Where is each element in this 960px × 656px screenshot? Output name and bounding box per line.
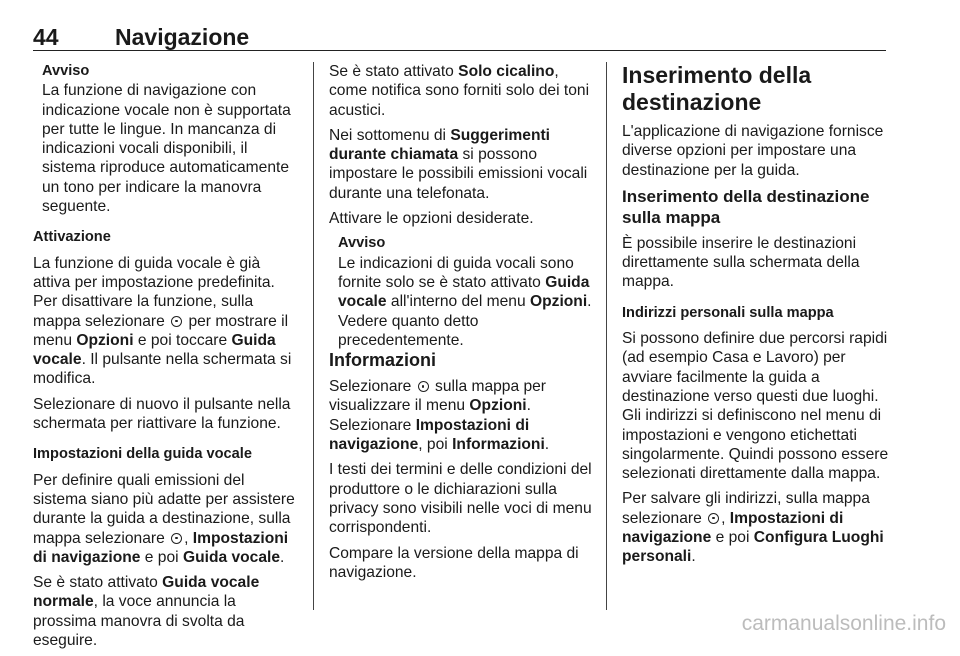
note-text: Le indicazioni di guida vocali sono fornite solo se è stato attivato Guida vocale all'interno del menu Opzioni. Vedere quanto detto precedentemente.: [338, 254, 592, 349]
knob-center-icon: [418, 381, 429, 392]
page-number: 44: [33, 24, 59, 50]
paragraph: È possibile inserire le destinazioni direttamente sulla schermata della mappa.: [622, 234, 860, 291]
paragraph: Compare la versione della mappa di navigazione.: [329, 544, 579, 581]
knob-center-icon: [171, 533, 182, 544]
page-header: [33, 18, 886, 51]
paragraph: Per definire quali emissioni del sistema siano più adatte per assistere durante la guida a destinazione, sulla mappa selezionare , Impostazioni di navigazione e poi Guida vocale.: [33, 471, 295, 566]
subsection-heading: Inserimento della destinazione sulla mappa: [622, 186, 870, 227]
paragraph: Se è stato attivato Guida vocale normale, la voce annuncia la prossima manovra di svolta da eseguire.: [33, 574, 260, 650]
paragraph: Attivare le opzioni desiderate.: [329, 210, 534, 228]
knob-center-icon: [171, 316, 182, 327]
note-box: [329, 234, 594, 350]
section-heading-informazioni: Informazioni: [329, 350, 436, 371]
paragraph: Per salvare gli indirizzi, sulla mappa selezionare , Impostazioni di navigazione e poi Configura Luoghi personali.: [622, 490, 884, 566]
column-2: [329, 62, 594, 588]
paragraph: I testi dei termini e delle condizioni del produttore o le dichiarazioni sulla privacy sono visibili nelle voci di menu corrispondenti.: [329, 461, 592, 537]
column-1: [33, 62, 299, 656]
chapter-title: Navigazione: [115, 24, 250, 50]
note-title: Avviso: [338, 235, 386, 252]
paragraph: La funzione di guida vocale è già attiva per impostazione predefinita. Per disattivare la funzione, sulla mappa selezionare per mostrare il menu Opzioni e poi toccare Guida vocale. Il pulsante nella schermata si modifica.: [33, 254, 292, 388]
note-title: Avviso: [42, 63, 90, 79]
section-title: Inserimento della destinazione: [622, 62, 812, 115]
section-heading-personal: Indirizzi personali sulla mappa: [622, 304, 834, 321]
section-heading-attivazione: Attivazione: [33, 229, 111, 246]
column-divider: [606, 62, 607, 610]
knob-center-icon: [708, 513, 719, 524]
paragraph: L'applicazione di navigazione fornisce diverse opzioni per impostare una destinazione per la guida.: [622, 123, 884, 179]
paragraph: Se è stato attivato Solo cicalino, come notifica sono forniti solo dei toni acustici.: [329, 63, 590, 119]
column-3: [622, 62, 890, 573]
paragraph: Selezionare sulla mappa per visualizzare il menu Opzioni. Selezionare Impostazioni di navigazione, poi Informazioni.: [329, 378, 550, 454]
note-box: [33, 62, 299, 216]
paragraph: Selezionare di nuovo il pulsante nella schermata per riattivare la funzione.: [33, 395, 291, 433]
paragraph: Si possono definire due percorsi rapidi (ad esempio Casa e Lavoro) per avviare facilmente la guida a destinazione verso questi due luoghi. Gli indirizzi si definiscono nel menu di impostazioni e vengono etichettati singolarmente. Quindi possono essere selezionati direttamente dalla mappa.: [622, 330, 889, 483]
note-text: La funzione di navigazione con indicazione vocale non è supportata per tutte le lingue. In mancanza di indicazioni vocali disponibili, il sistema riproduce automaticamente un tono per indicare la manovra seguente.: [42, 82, 291, 216]
paragraph: Nei sottomenu di Suggerimenti durante chiamata si possono impostare le possibili emissioni vocali durante una telefonata.: [329, 126, 588, 202]
section-heading-voice-settings: Impostazioni della guida vocale: [33, 446, 252, 463]
watermark: carmanualsonline.info: [741, 612, 946, 635]
column-divider: [313, 62, 314, 610]
